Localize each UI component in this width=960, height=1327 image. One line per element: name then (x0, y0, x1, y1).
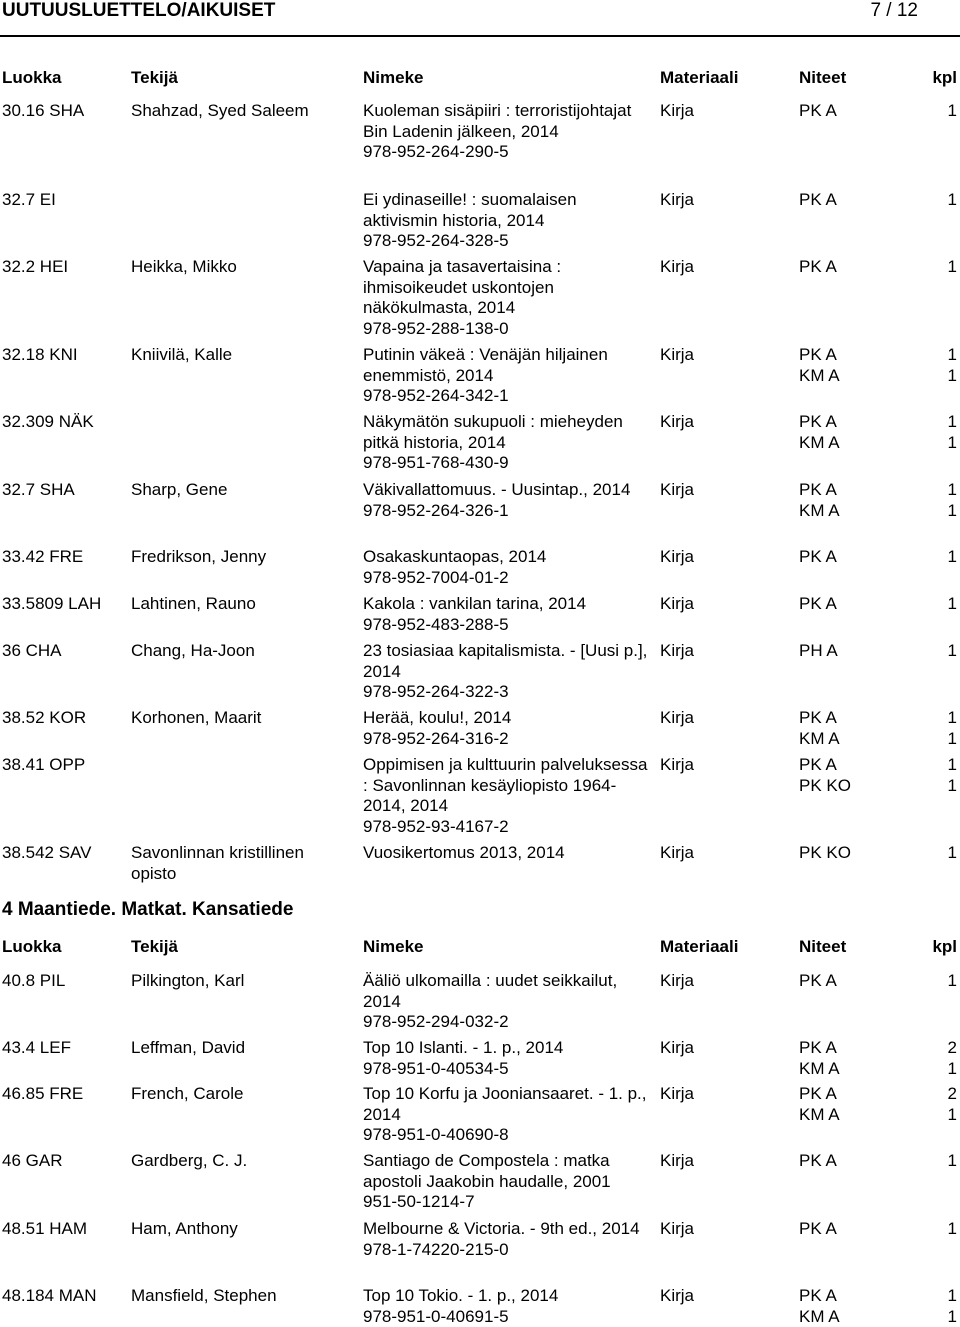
kpl-cell (948, 708, 957, 749)
kpl-count: 1 (948, 776, 957, 797)
tekija-cell: Fredrikson, Jenny (131, 547, 331, 568)
materiaali-cell: Kirja (660, 755, 694, 776)
tekija-cell: Shahzad, Syed Saleem (131, 101, 331, 122)
niteet-cell (799, 843, 851, 864)
niteet-cell (799, 1151, 837, 1172)
title-text: Osakaskuntaopas, 2014 (363, 547, 653, 568)
tekija-cell: Pilkington, Karl (131, 971, 331, 992)
luokka-cell: 36 CHA (2, 641, 62, 662)
nimeke-cell (363, 345, 653, 407)
niteet-location: PK A (799, 1084, 840, 1105)
isbn-text: 951-50-1214-7 (363, 1192, 653, 1213)
title-text: Vuosikertomus 2013, 2014 (363, 843, 653, 864)
kpl-count: 1 (948, 480, 957, 501)
kpl-count: 1 (948, 729, 957, 750)
materiaali-cell: Kirja (660, 641, 694, 662)
niteet-cell (799, 190, 837, 211)
kpl-cell (948, 1038, 957, 1079)
materiaali-cell: Kirja (660, 190, 694, 211)
luokka-cell: 33.42 FRE (2, 547, 83, 568)
niteet-location: PK A (799, 345, 840, 366)
nimeke-cell (363, 641, 653, 703)
nimeke-cell (363, 412, 653, 474)
kpl-cell (948, 480, 957, 521)
kpl-count: 1 (948, 190, 957, 211)
kpl-count: 1 (948, 101, 957, 122)
materiaali-cell: Kirja (660, 1151, 694, 1172)
materiaali-cell: Kirja (660, 843, 694, 864)
luokka-cell: 38.52 KOR (2, 708, 86, 729)
column-header-materiaali: Materiaali (660, 68, 738, 89)
isbn-text: 978-952-7004-01-2 (363, 568, 653, 589)
niteet-cell (799, 480, 840, 521)
niteet-cell (799, 1084, 840, 1125)
title-text: Näkymätön sukupuoli : mieheyden pitkä historia, 2014 (363, 412, 653, 453)
tekija-cell: Mansfield, Stephen (131, 1286, 331, 1307)
kpl-count: 1 (948, 1059, 957, 1080)
niteet-cell (799, 594, 837, 615)
luokka-cell: 46 GAR (2, 1151, 62, 1172)
kpl-count: 1 (948, 1105, 957, 1126)
niteet-location: KM A (799, 366, 840, 387)
niteet-location: PK KO (799, 776, 851, 797)
kpl-count: 1 (948, 641, 957, 662)
nimeke-cell (363, 101, 653, 163)
isbn-text: 978-952-93-4167-2 (363, 817, 653, 838)
title-text: Kuoleman sisäpiiri : terroristijohtajat Bin Ladenin jälkeen, 2014 (363, 101, 653, 142)
niteet-cell (799, 412, 840, 453)
isbn-text: 978-952-264-316-2 (363, 729, 653, 750)
kpl-cell (948, 641, 957, 662)
kpl-count: 1 (948, 1219, 957, 1240)
title-text: Santiago de Compostela : matka apostoli Jaakobin haudalle, 2001 (363, 1151, 653, 1192)
header-rule (0, 35, 960, 37)
niteet-location: PK A (799, 412, 840, 433)
nimeke-cell (363, 843, 653, 864)
kpl-count: 1 (948, 594, 957, 615)
column-header-nimeke: Nimeke (363, 68, 423, 89)
niteet-location: PK A (799, 1286, 840, 1307)
title-text: Herää, koulu!, 2014 (363, 708, 653, 729)
materiaali-cell: Kirja (660, 345, 694, 366)
kpl-cell (948, 971, 957, 992)
title-text: Putinin väkeä : Venäjän hiljainen enemmistö, 2014 (363, 345, 653, 386)
niteet-location: PK A (799, 547, 837, 568)
luokka-cell: 33.5809 LAH (2, 594, 101, 615)
tekija-cell: Sharp, Gene (131, 480, 331, 501)
title-text: Melbourne & Victoria. - 9th ed., 2014 (363, 1219, 653, 1240)
column-header-tekija: Tekijä (131, 937, 178, 958)
kpl-cell (948, 1286, 957, 1327)
title-text: 23 tosiasiaa kapitalismista. - [Uusi p.], 2014 (363, 641, 653, 682)
tekija-cell: Kniivilä, Kalle (131, 345, 331, 366)
kpl-count: 1 (948, 257, 957, 278)
isbn-text: 978-952-483-288-5 (363, 615, 653, 636)
tekija-cell: Savonlinnan kristillinen opisto (131, 843, 331, 884)
luokka-cell: 32.309 NÄK (2, 412, 94, 433)
kpl-cell (948, 755, 957, 796)
kpl-cell (948, 190, 957, 211)
niteet-cell (799, 547, 837, 568)
nimeke-cell (363, 480, 653, 521)
nimeke-cell (363, 1038, 653, 1079)
title-text: Ei ydinaseille! : suomalaisen aktivismin historia, 2014 (363, 190, 653, 231)
kpl-count: 1 (948, 1151, 957, 1172)
kpl-cell (948, 412, 957, 453)
title-text: Väkivallattomuus. - Uusintap., 2014 (363, 480, 653, 501)
materiaali-cell: Kirja (660, 412, 694, 433)
kpl-count: 1 (948, 755, 957, 776)
kpl-count: 2 (948, 1084, 957, 1105)
niteet-location: PK A (799, 480, 840, 501)
niteet-location: PK A (799, 1219, 837, 1240)
kpl-count: 2 (948, 1038, 957, 1059)
title-text: Ääliö ulkomailla : uudet seikkailut, 2014 (363, 971, 653, 1012)
niteet-location: PK A (799, 755, 851, 776)
materiaali-cell: Kirja (660, 1219, 694, 1240)
niteet-cell (799, 101, 837, 122)
kpl-count: 1 (948, 501, 957, 522)
luokka-cell: 38.41 OPP (2, 755, 85, 776)
niteet-location: PK A (799, 971, 837, 992)
isbn-text: 978-952-264-328-5 (363, 231, 653, 252)
luokka-cell: 43.4 LEF (2, 1038, 71, 1059)
niteet-location: PK A (799, 1151, 837, 1172)
kpl-count: 1 (948, 412, 957, 433)
niteet-location: KM A (799, 729, 840, 750)
isbn-text: 978-952-294-032-2 (363, 1012, 653, 1033)
tekija-cell: Heikka, Mikko (131, 257, 331, 278)
materiaali-cell: Kirja (660, 547, 694, 568)
title-text: Oppimisen ja kulttuurin palveluksessa : Savonlinnan kesäyliopisto 1964-2014, 2014 (363, 755, 653, 817)
niteet-cell (799, 257, 837, 278)
luokka-cell: 32.2 HEI (2, 257, 68, 278)
materiaali-cell: Kirja (660, 1038, 694, 1059)
page-title: UUTUUSLUETTELO/AIKUISET (2, 1, 275, 22)
kpl-cell (948, 1084, 957, 1125)
title-text: Kakola : vankilan tarina, 2014 (363, 594, 653, 615)
column-header-materiaali: Materiaali (660, 937, 738, 958)
title-text: Top 10 Tokio. - 1. p., 2014 (363, 1286, 653, 1307)
materiaali-cell: Kirja (660, 971, 694, 992)
tekija-cell: Lahtinen, Rauno (131, 594, 331, 615)
nimeke-cell (363, 190, 653, 252)
column-header-niteet: Niteet (799, 937, 846, 958)
kpl-cell (948, 843, 957, 864)
luokka-cell: 40.8 PIL (2, 971, 65, 992)
kpl-count: 1 (948, 1286, 957, 1307)
niteet-location: KM A (799, 1105, 840, 1126)
column-header-row-2 (0, 937, 960, 957)
niteet-cell (799, 1038, 840, 1079)
luokka-cell: 32.18 KNI (2, 345, 78, 366)
column-header-luokka: Luokka (2, 68, 62, 89)
nimeke-cell (363, 1219, 653, 1260)
isbn-text: 978-951-0-40534-5 (363, 1059, 653, 1080)
niteet-location: PH A (799, 641, 838, 662)
title-text: Top 10 Korfu ja Jooniansaaret. - 1. p., 2014 (363, 1084, 653, 1125)
kpl-count: 1 (948, 971, 957, 992)
nimeke-cell (363, 257, 653, 339)
tekija-cell: French, Carole (131, 1084, 331, 1105)
niteet-location: PK A (799, 594, 837, 615)
materiaali-cell: Kirja (660, 101, 694, 122)
kpl-count: 1 (948, 547, 957, 568)
niteet-location: PK A (799, 257, 837, 278)
column-header-nimeke: Nimeke (363, 937, 423, 958)
niteet-location: PK A (799, 101, 837, 122)
kpl-cell (948, 345, 957, 386)
title-text: Vapaina ja tasavertaisina : ihmisoikeudet uskontojen näkökulmasta, 2014 (363, 257, 653, 319)
materiaali-cell: Kirja (660, 594, 694, 615)
kpl-cell (948, 1219, 957, 1240)
isbn-text: 978-951-768-430-9 (363, 453, 653, 474)
niteet-location: PK A (799, 1038, 840, 1059)
materiaali-cell: Kirja (660, 708, 694, 729)
niteet-location: KM A (799, 433, 840, 454)
nimeke-cell (363, 1151, 653, 1213)
luokka-cell: 38.542 SAV (2, 843, 91, 864)
niteet-cell (799, 708, 840, 749)
column-header-luokka: Luokka (2, 937, 62, 958)
materiaali-cell: Kirja (660, 1286, 694, 1307)
isbn-text: 978-951-0-40691-5 (363, 1307, 653, 1327)
kpl-cell (948, 547, 957, 568)
niteet-location: PK A (799, 708, 840, 729)
tekija-cell: Leffman, David (131, 1038, 331, 1059)
isbn-text: 978-952-264-322-3 (363, 682, 653, 703)
luokka-cell: 48.184 MAN (2, 1286, 97, 1307)
kpl-count: 1 (948, 366, 957, 387)
materiaali-cell: Kirja (660, 257, 694, 278)
luokka-cell: 30.16 SHA (2, 101, 84, 122)
niteet-location: KM A (799, 1307, 840, 1327)
column-header-row (0, 68, 960, 88)
niteet-cell (799, 641, 838, 662)
tekija-cell: Ham, Anthony (131, 1219, 331, 1240)
column-header-kpl: kpl (932, 937, 957, 958)
nimeke-cell (363, 594, 653, 635)
kpl-cell (948, 101, 957, 122)
luokka-cell: 32.7 EI (2, 190, 56, 211)
niteet-cell (799, 1219, 837, 1240)
tekija-cell: Chang, Ha-Joon (131, 641, 331, 662)
niteet-location: KM A (799, 1059, 840, 1080)
isbn-text: 978-952-288-138-0 (363, 319, 653, 340)
kpl-cell (948, 1151, 957, 1172)
kpl-count: 1 (948, 1307, 957, 1327)
column-header-tekija: Tekijä (131, 68, 178, 89)
luokka-cell: 46.85 FRE (2, 1084, 83, 1105)
nimeke-cell (363, 1084, 653, 1146)
page-number: 7 / 12 (870, 1, 918, 22)
kpl-cell (948, 257, 957, 278)
isbn-text: 978-952-264-342-1 (363, 386, 653, 407)
materiaali-cell: Kirja (660, 1084, 694, 1105)
nimeke-cell (363, 755, 653, 837)
niteet-location: PK A (799, 190, 837, 211)
niteet-location: KM A (799, 501, 840, 522)
nimeke-cell (363, 971, 653, 1033)
isbn-text: 978-952-264-290-5 (363, 142, 653, 163)
title-text: Top 10 Islanti. - 1. p., 2014 (363, 1038, 653, 1059)
nimeke-cell (363, 1286, 653, 1327)
nimeke-cell (363, 547, 653, 588)
tekija-cell: Korhonen, Maarit (131, 708, 331, 729)
niteet-cell (799, 971, 837, 992)
luokka-cell: 32.7 SHA (2, 480, 75, 501)
kpl-count: 1 (948, 345, 957, 366)
tekija-cell: Gardberg, C. J. (131, 1151, 331, 1172)
kpl-count: 1 (948, 708, 957, 729)
section-heading: 4 Maantiede. Matkat. Kansatiede (2, 900, 293, 921)
niteet-cell (799, 1286, 840, 1327)
luokka-cell: 48.51 HAM (2, 1219, 87, 1240)
isbn-text: 978-952-264-326-1 (363, 501, 653, 522)
isbn-text: 978-1-74220-215-0 (363, 1240, 653, 1261)
kpl-count: 1 (948, 433, 957, 454)
kpl-count: 1 (948, 843, 957, 864)
kpl-cell (948, 594, 957, 615)
materiaali-cell: Kirja (660, 480, 694, 501)
column-header-niteet: Niteet (799, 68, 846, 89)
column-header-kpl: kpl (932, 68, 957, 89)
niteet-cell (799, 345, 840, 386)
isbn-text: 978-951-0-40690-8 (363, 1125, 653, 1146)
nimeke-cell (363, 708, 653, 749)
niteet-location: PK KO (799, 843, 851, 864)
niteet-cell (799, 755, 851, 796)
